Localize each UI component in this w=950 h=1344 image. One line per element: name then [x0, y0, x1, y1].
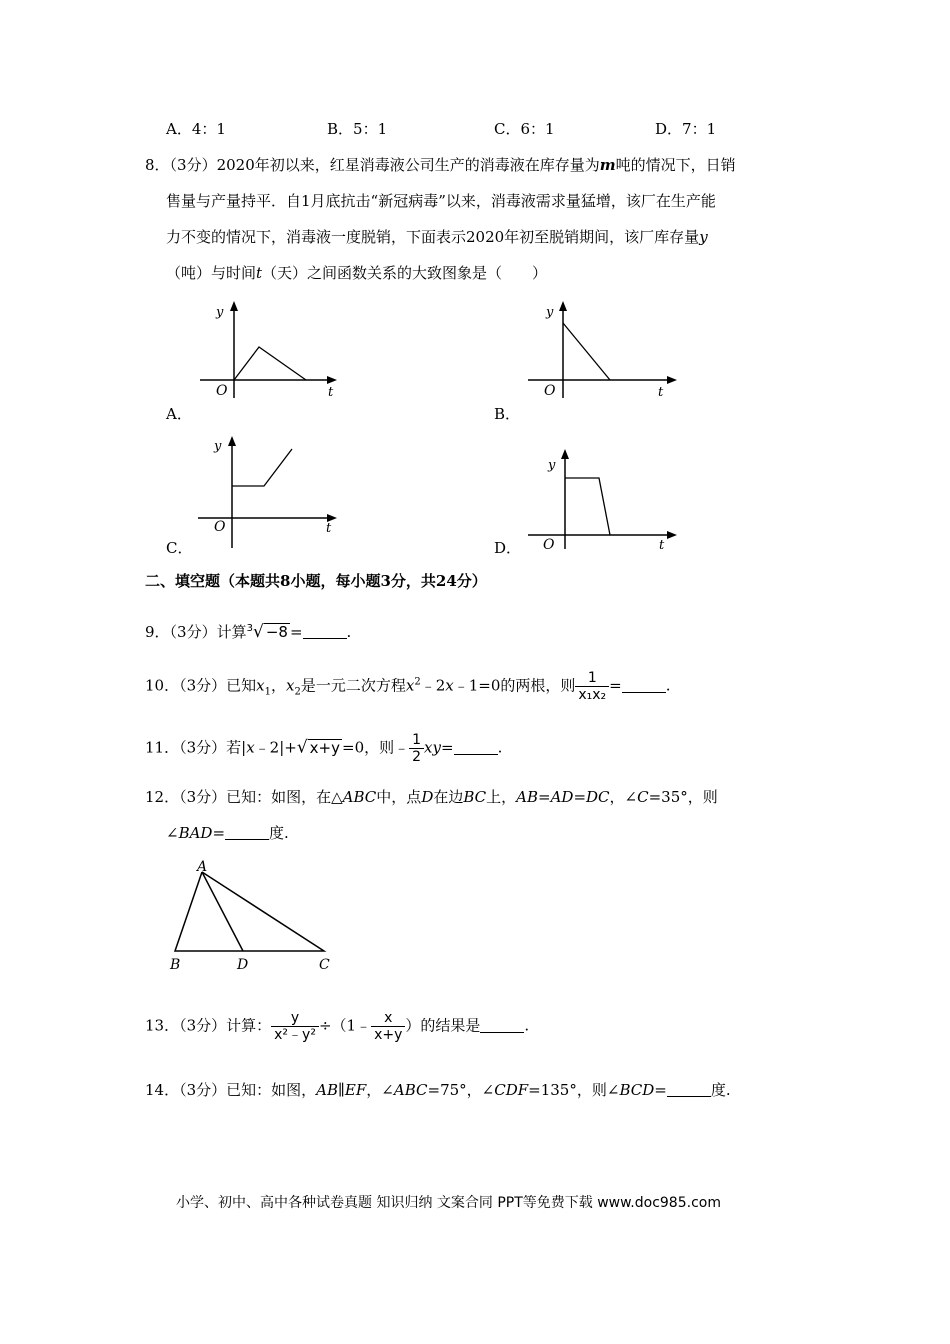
q8-line1: 8．（3分）2020年初以来，红星消毒液公司生产的消毒液在库存量为m吨的情况下，日销	[145, 156, 736, 174]
graph-c-label: C．	[166, 539, 193, 557]
y-axis-label: y	[216, 305, 224, 320]
graph-c	[190, 432, 350, 552]
origin-label: O	[214, 519, 226, 535]
answer-blank[interactable]	[480, 1018, 524, 1033]
footer-text: 小学、初中、高中各种试卷真题 知识归纳 文案合同 PPT等免费下载 www.doc985.com	[176, 1195, 721, 1211]
origin-label: O	[544, 383, 556, 399]
q13: 13．（3分）计算： $\frac{y}{\text{x²﹣y²}}$ ÷（1﹣ $\frac{x}{x+y}$ ）的结果是 .	[145, 1010, 530, 1043]
answer-blank[interactable]	[667, 1082, 711, 1097]
q8-line4: （吨）与时间t（天）之间函数关系的大致图象是（ ）	[166, 264, 548, 282]
graph-d-label: D．	[494, 539, 522, 557]
vertex-b-label: B	[170, 957, 181, 973]
q8-line3: 力不变的情况下，消毒液一度脱销，下面表示2020年初至脱销期间，该厂库存量y	[166, 228, 708, 246]
answer-blank[interactable]	[454, 740, 498, 755]
section-title: 二、填空题（本题共8小题，每小题3分，共24分）	[145, 572, 487, 590]
q12-line1: 12．（3分）已知：如图，在△ABC中，点D在边BC上，AB=AD=DC，∠C=35°，则	[145, 788, 718, 806]
triangle-figure	[160, 856, 345, 976]
t-axis-label: t	[658, 385, 664, 400]
graph-d	[520, 445, 685, 550]
y-axis-label: y	[214, 439, 222, 454]
answer-blank[interactable]	[622, 678, 666, 693]
answer-blank[interactable]	[225, 825, 269, 840]
option-b: B．5：1	[327, 120, 388, 138]
y-axis-label: y	[546, 305, 554, 320]
origin-label: O	[543, 537, 555, 550]
origin-label: O	[216, 383, 228, 399]
option-a: A．4：1	[166, 120, 226, 138]
q14: 14．（3分）已知：如图，AB∥EF，∠ABC=75°，∠CDF=135°，则∠BCD= 度.	[145, 1081, 731, 1099]
vertex-a-label: A	[197, 859, 208, 875]
option-c: C．6：1	[494, 120, 555, 138]
graph-b-label: B．	[494, 405, 521, 423]
vertex-c-label: C	[319, 957, 330, 973]
t-axis-label: t	[328, 385, 334, 400]
q8-line2: 售量与产量持平．自1月底抗击“新冠病毒”以来，消毒液需求量猛增，该厂在生产能	[166, 192, 716, 210]
vertex-d-label: D	[237, 957, 249, 973]
option-d: D．7：1	[655, 120, 717, 138]
q11: 11．（3分）若|x﹣2|+√ x+y =0，则﹣ $\frac{1}{2}$ xy= .	[145, 732, 503, 765]
graph-a	[190, 298, 350, 410]
q9: 9．（3分）计算$^3$√ −8 = .	[145, 622, 352, 642]
answer-blank[interactable]	[303, 624, 347, 639]
graph-a-label: A．	[166, 405, 192, 423]
q12-line2: ∠BAD= 度.	[166, 824, 289, 842]
y-axis-label: y	[548, 458, 556, 473]
q10: 10．（3分）已知$x_1$，$x_2$是一元二次方程$x^2﹣2x﹣1=0$的两根，则 $\frac{1}{\text{x₁x₂}}$ = .	[145, 670, 671, 703]
graph-b	[520, 298, 685, 410]
t-axis-label: t	[659, 538, 665, 550]
t-axis-label: t	[326, 521, 332, 536]
